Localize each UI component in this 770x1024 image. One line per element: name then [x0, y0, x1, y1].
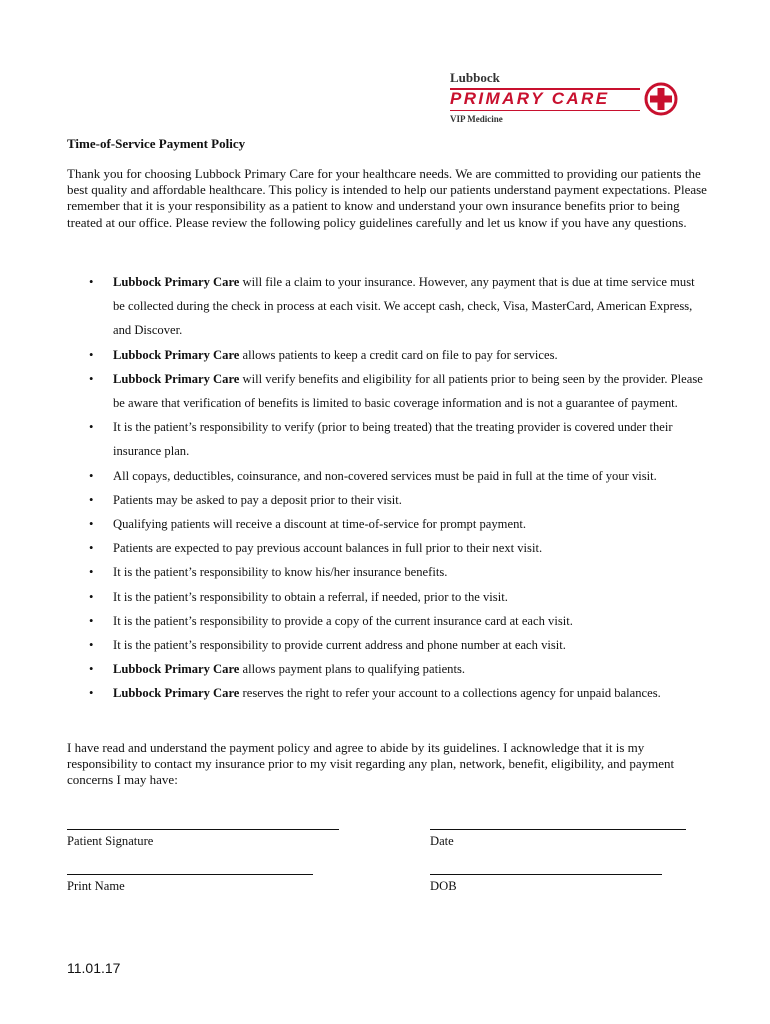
- bullet-text: will file a claim to your insurance. However, any payment that is due at time service must be collected during the check in process at each visit. We accept cash, check, Visa, MasterCard, American Express, and Discover.: [113, 275, 695, 338]
- bullet-emphasis: Lubbock Primary Care: [113, 686, 240, 701]
- acknowledgement-text: I have read and understand the payment policy and agree to abide by its guidelines. I acknowledge that it is my responsibility to contact my insurance prior to my visit regarding any plan, network, benefit, eligibility, and payment concerns I may have:: [67, 740, 675, 788]
- medical-cross-icon: [644, 82, 678, 116]
- dob-label: DOB: [430, 879, 457, 893]
- bullet-emphasis: Lubbock Primary Care: [113, 662, 240, 677]
- patient-signature-label: Patient Signature: [67, 834, 154, 848]
- logo-tagline: VIP Medicine: [450, 114, 503, 124]
- bullet-dot: •: [89, 589, 94, 604]
- dob-line[interactable]: [430, 874, 662, 875]
- bullet-dot: •: [89, 662, 94, 677]
- print-name-line[interactable]: [67, 874, 313, 875]
- policy-intro: Thank you for choosing Lubbock Primary Care for your healthcare needs. We are committed to providing our patients the best quality and affordable healthcare. This policy is intended to help our patients understand payment expectations. Please remember that it is your responsibility as a patient to know and understand your own insurance benefits prior to being treated at our office. Please review the following policy guidelines carefully and let us know if you have any questions.: [67, 166, 707, 230]
- policy-bullet: [67, 488, 707, 512]
- bullet-dot: •: [89, 638, 94, 653]
- bullet-text: It is the patient’s responsibility to obtain a referral, if needed, prior to the visit.: [113, 589, 508, 604]
- logo-bottom-rule: [450, 110, 640, 111]
- bullet-text: It is the patient’s responsibility to know his/her insurance benefits.: [113, 565, 448, 580]
- bullet-text: It is the patient’s responsibility to provide current address and phone number at each visit.: [113, 638, 566, 653]
- bullet-text: Patients are expected to pay previous account balances in full prior to their next visit.: [113, 541, 543, 556]
- patient-signature-line[interactable]: [67, 829, 339, 830]
- policy-bullet: [67, 633, 707, 657]
- bullet-emphasis: Lubbock Primary Care: [113, 347, 240, 362]
- policy-bullet-list: [67, 270, 707, 706]
- date-line[interactable]: [430, 829, 686, 830]
- logo-name: PRIMARY CARE: [450, 89, 610, 108]
- policy-bullet: [67, 512, 707, 536]
- bullet-text: will verify benefits and eligibility for all patients prior to being seen by the provider. Please be aware that verification of benefits is limited to basic coverage information and is not a guarantee of payment.: [113, 371, 703, 411]
- policy-bullet: [67, 270, 707, 343]
- policy-bullet: [67, 464, 707, 488]
- bullet-dot: •: [89, 565, 94, 580]
- policy-title: Time-of-Service Payment Policy: [67, 136, 246, 151]
- policy-bullet: [67, 367, 707, 415]
- bullet-dot: •: [89, 686, 94, 701]
- bullet-dot: •: [89, 517, 94, 532]
- bullet-dot: •: [89, 347, 94, 362]
- bullet-dot: •: [89, 275, 94, 289]
- policy-bullet: [67, 536, 707, 560]
- bullet-emphasis: Lubbock Primary Care: [113, 275, 240, 289]
- bullet-dot: •: [89, 468, 94, 483]
- bullet-emphasis: Lubbock Primary Care: [113, 371, 240, 386]
- bullet-dot: •: [89, 492, 94, 507]
- bullet-text: Qualifying patients will receive a discount at time-of-service for prompt payment.: [113, 517, 527, 532]
- date-label: Date: [430, 834, 454, 848]
- print-name-label: Print Name: [67, 879, 125, 893]
- policy-bullet: [67, 415, 707, 463]
- bullet-text: It is the patient’s responsibility to verify (prior to being treated) that the treating provider is covered under their insurance plan.: [113, 420, 673, 459]
- policy-bullet: [67, 343, 707, 367]
- policy-bullet: [67, 609, 707, 633]
- document-version: 11.01.17: [67, 960, 121, 976]
- practice-logo: [448, 70, 678, 126]
- bullet-text: allows patients to keep a credit card on file to pay for services.: [239, 347, 558, 362]
- bullet-dot: •: [89, 420, 94, 435]
- bullet-dot: •: [89, 541, 94, 556]
- bullet-dot: •: [89, 613, 94, 628]
- bullet-text: allows payment plans to qualifying patients.: [239, 662, 466, 677]
- bullet-text: Patients may be asked to pay a deposit prior to their visit.: [113, 492, 402, 507]
- policy-bullet: [67, 681, 707, 705]
- policy-bullet: [67, 585, 707, 609]
- bullet-text: It is the patient’s responsibility to provide a copy of the current insurance card at each visit.: [113, 613, 573, 628]
- bullet-text: reserves the right to refer your account to a collections agency for unpaid balances.: [239, 686, 661, 701]
- bullet-text: All copays, deductibles, coinsurance, and non-covered services must be paid in full at the time of your visit.: [113, 468, 657, 483]
- logo-city: Lubbock: [450, 70, 500, 85]
- policy-bullet: [67, 560, 707, 584]
- policy-bullet: [67, 657, 707, 681]
- bullet-dot: •: [89, 371, 94, 386]
